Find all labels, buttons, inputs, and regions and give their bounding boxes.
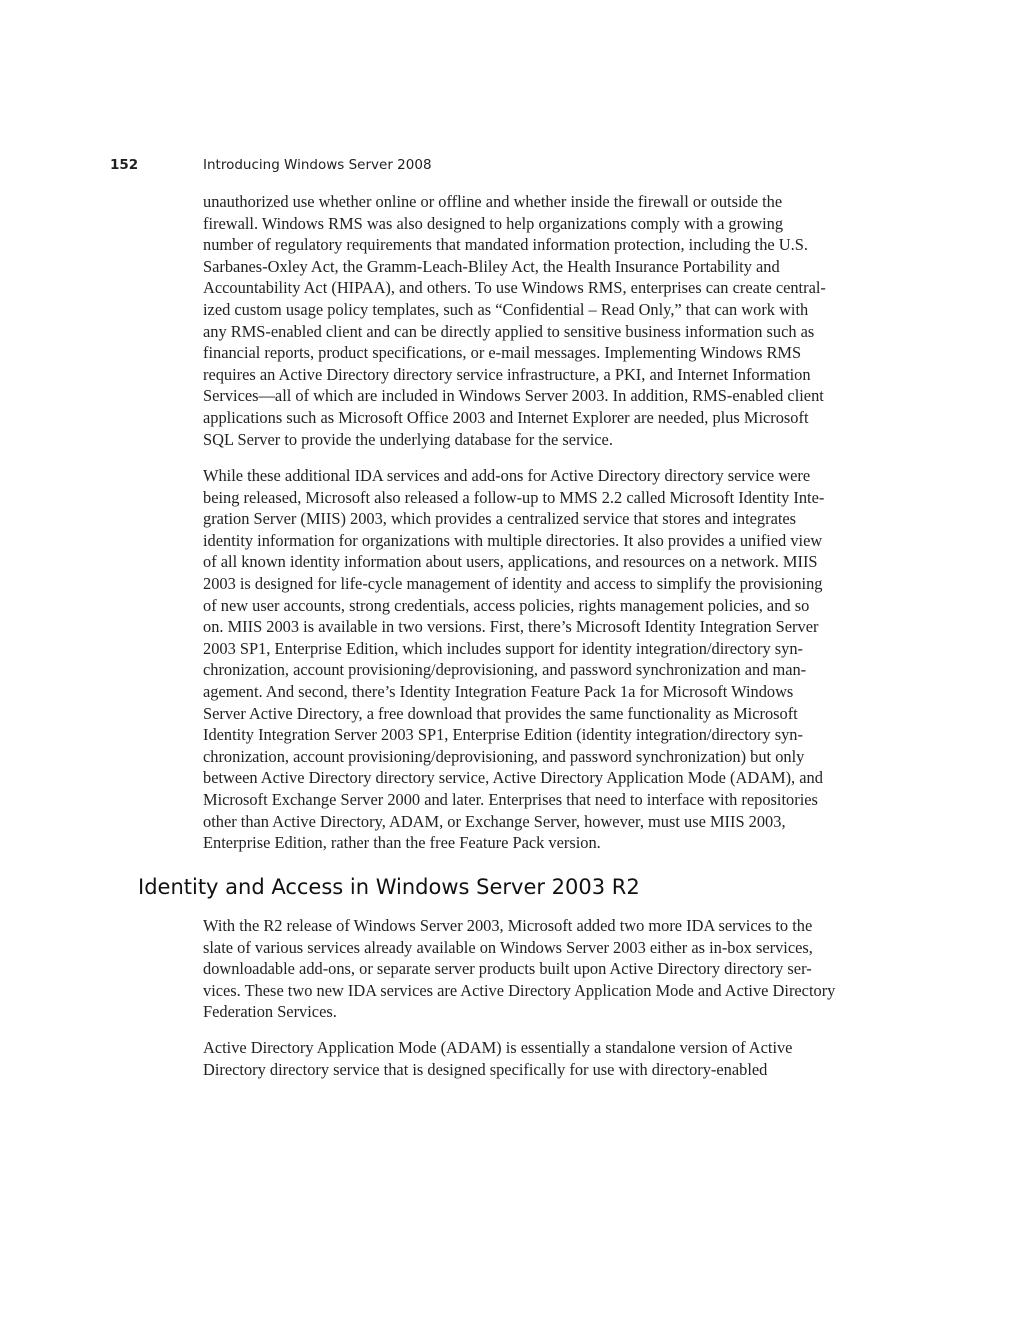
text-line: chronization, account provisioning/deprovisioning, and password synchronization) but only (203, 746, 805, 766)
text-line: requires an Active Directory directory service infrastructure, a PKI, and Internet Information (203, 364, 811, 384)
paragraph-rms-continued (203, 191, 863, 450)
text-line: other than Active Directory, ADAM, or Exchange Server, however, must use MIIS 2003, (203, 811, 786, 831)
text-line: any RMS-enabled client and can be directly applied to sensitive business information such as (203, 321, 815, 341)
paragraph-r2-release (203, 915, 863, 1023)
paragraph-adam (203, 1037, 863, 1080)
text-line: firewall. Windows RMS was also designed to help organizations comply with a growing (203, 213, 784, 233)
text-line: slate of various services already available on Windows Server 2003 either as in-box services, (203, 937, 813, 957)
text-line: Federation Services. (203, 1002, 337, 1022)
text-line: Microsoft Exchange Server 2000 and later. Enterprises that need to interface with repositories (203, 789, 818, 809)
text-line: agement. And second, there’s Identity Integration Feature Pack 1a for Microsoft Windows (203, 681, 794, 701)
text-line: downloadable add-ons, or separate server products built upon Active Directory directory ser- (203, 959, 812, 979)
text-line: chronization, account provisioning/deprovisioning, and password synchronization and man- (203, 660, 807, 680)
text-line: Identity Integration Server 2003 SP1, Enterprise Edition (identity integration/directory syn- (203, 725, 803, 745)
text-line: 2003 SP1, Enterprise Edition, which includes support for identity integration/directory syn- (203, 638, 803, 658)
section-heading: Identity and Access in Windows Server 2003 R2 (138, 875, 640, 899)
text-line: gration Server (MIIS) 2003, which provides a centralized service that stores and integrates (203, 509, 797, 529)
text-line: SQL Server to provide the underlying database for the service. (203, 429, 613, 449)
text-line: Accountability Act (HIPAA), and others. To use Windows RMS, enterprises can create central- (203, 278, 826, 298)
text-line: number of regulatory requirements that mandated information protection, including the U.S. (203, 235, 808, 255)
text-line: Enterprise Edition, rather than the free Feature Pack version. (203, 833, 601, 853)
text-line: Active Directory Application Mode (ADAM) is essentially a standalone version of Active (203, 1038, 793, 1057)
text-line: between Active Directory directory service, Active Directory Application Mode (ADAM), and (203, 768, 823, 788)
text-line: identity information for organizations with multiple directories. It also provides a unified view (203, 530, 823, 550)
text-line: 2003 is designed for life-cycle management of identity and access to simplify the provisioning (203, 573, 823, 593)
running-title: Introducing Windows Server 2008 (203, 157, 432, 173)
text-line: ized custom usage policy templates, such as “Confidential – Read Only,” that can work with (203, 299, 809, 319)
running-header (110, 156, 432, 174)
text-line: Server Active Directory, a free download that provides the same functionality as Microsoft (203, 703, 798, 723)
paragraph-miis (203, 465, 863, 854)
text-line: of all known identity information about users, applications, and resources on a network. MIIS (203, 552, 818, 572)
text-line: financial reports, product specifications, or e-mail messages. Implementing Windows RMS (203, 343, 802, 363)
text-line: While these additional IDA services and add-ons for Active Directory directory service were (203, 466, 811, 485)
text-line: unauthorized use whether online or offline and whether inside the firewall or outside the (203, 192, 783, 211)
text-line: on. MIIS 2003 is available in two versions. First, there’s Microsoft Identity Integration Server (203, 617, 819, 637)
text-line: being released, Microsoft also released a follow-up to MMS 2.2 called Microsoft Identity Inte- (203, 487, 825, 507)
text-line: With the R2 release of Windows Server 2003, Microsoft added two more IDA services to the (203, 916, 813, 935)
page-number: 152 (110, 157, 139, 173)
text-line: applications such as Microsoft Office 2003 and Internet Explorer are needed, plus Microsoft (203, 407, 809, 427)
text-line: Sarbanes-Oxley Act, the Gramm-Leach-Bliley Act, the Health Insurance Portability and (203, 256, 780, 276)
text-line: Services—all of which are included in Windows Server 2003. In addition, RMS-enabled client (203, 386, 824, 406)
text-line: vices. These two new IDA services are Active Directory Application Mode and Active Directory (203, 980, 836, 1000)
text-line: of new user accounts, strong credentials, access policies, rights management policies, and so (203, 595, 810, 615)
text-line: Directory directory service that is designed specifically for use with directory-enabled (203, 1059, 768, 1079)
